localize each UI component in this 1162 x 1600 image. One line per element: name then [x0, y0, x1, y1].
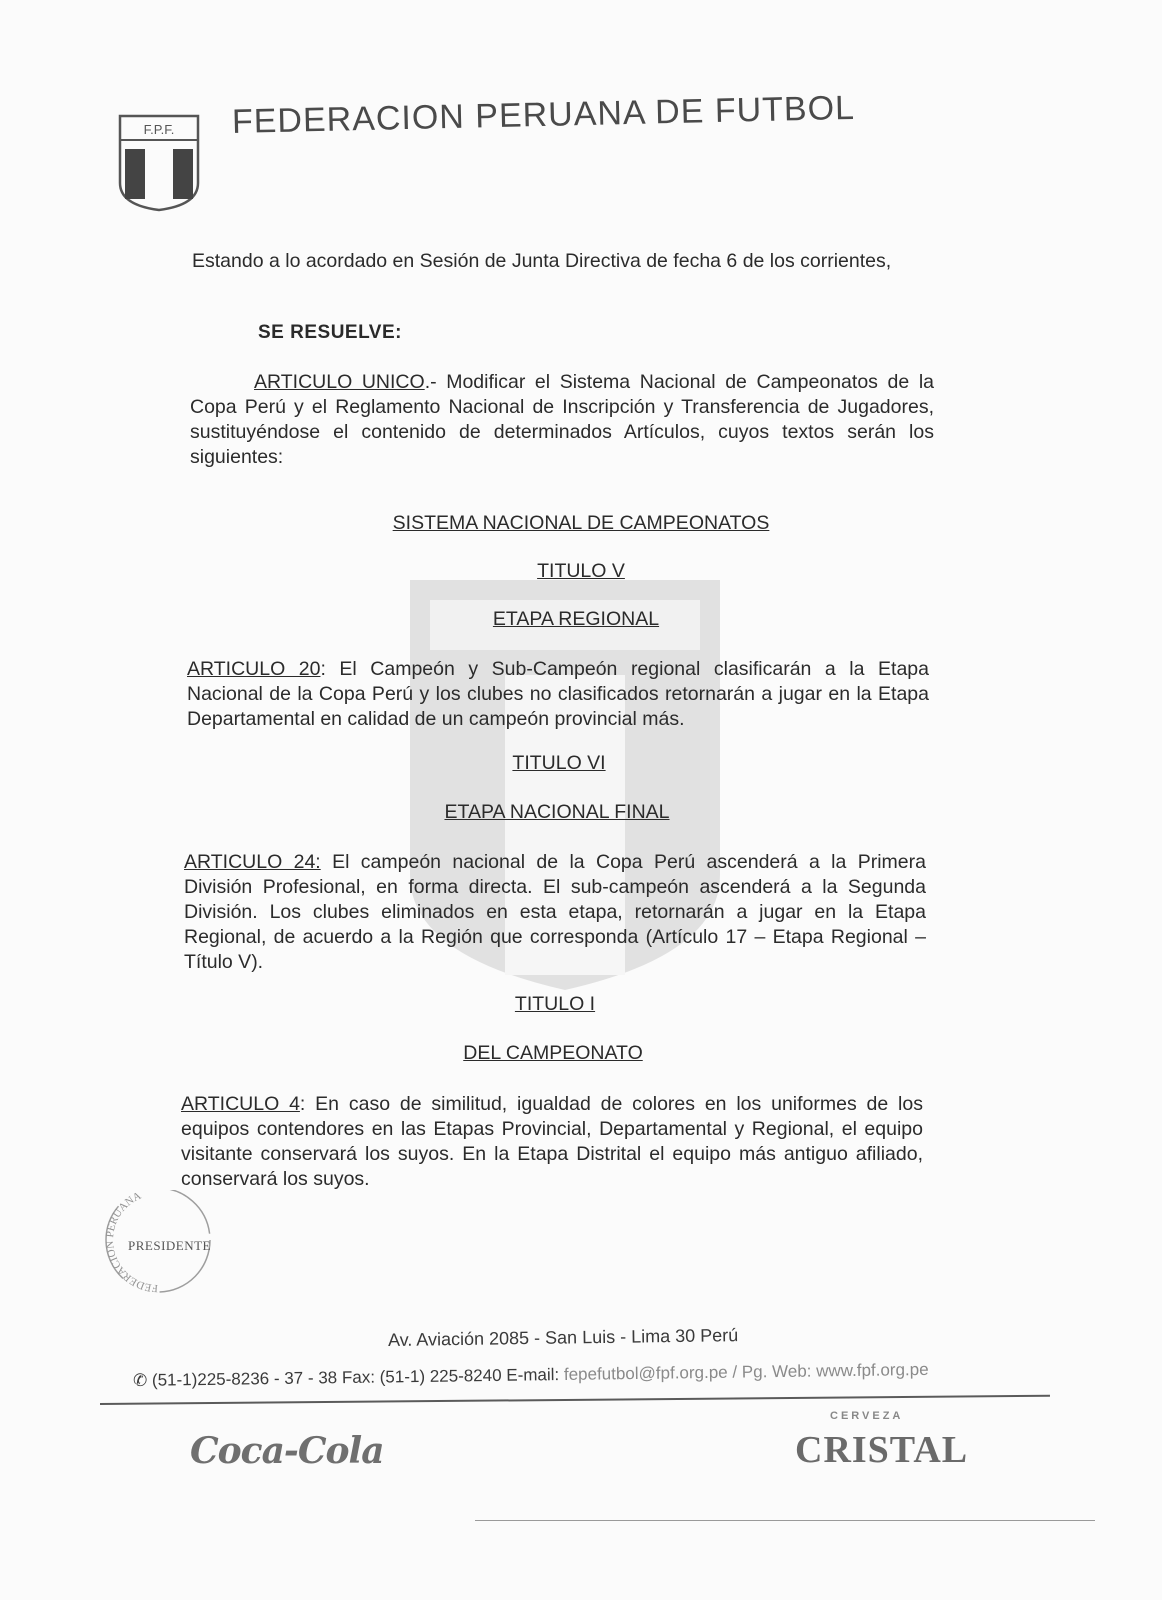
articulo-4-label: ARTICULO 4 [181, 1093, 300, 1115]
intro-paragraph: Estando a lo acordado en Sesión de Junta Directiva de fecha 6 de los corrientes, [192, 250, 892, 272]
articulo-unico-text: .- Modificar el Sistema Nacional de Campeonatos de la Copa Perú y el Reglamento Nacional de Inscripción y Transferencia de Jugadores, sustituyéndose el contenido de determinados Artículos, cuyos textos serán los siguientes: [190, 371, 934, 468]
coca-cola-logo: Coca-Cola [190, 1430, 384, 1472]
del-campeonato-heading: DEL CAMPEONATO [463, 1042, 643, 1064]
titulo-i-heading: TITULO I [514, 993, 596, 1015]
stamp-ring-text: FEDERACION PERUANA [103, 1190, 159, 1295]
articulo-unico-paragraph [190, 370, 934, 470]
stamp-president-label: PRESIDENTE [128, 1238, 211, 1253]
articulo-20-paragraph [187, 657, 929, 732]
footer-contact [133, 1360, 929, 1391]
fpf-crest-logo [117, 113, 201, 213]
etapa-nacional-final-heading: ETAPA NACIONAL FINAL [444, 801, 670, 823]
crest-text: F.P.F. [143, 122, 175, 137]
articulo-24-paragraph [184, 850, 926, 975]
titulo-vi-heading: TITULO VI [512, 752, 606, 774]
section-title: SISTEMA NACIONAL DE CAMPEONATOS [392, 512, 770, 534]
articulo-24-label: ARTICULO 24: [184, 851, 321, 873]
resolve-heading: SE RESUELVE: [258, 322, 402, 343]
footer-email-web: fepefutbol@fpf.org.pe / Pg. Web: www.fpf.org.pe [563, 1359, 929, 1384]
federation-title: FEDERACION PERUANA DE FUTBOL [231, 88, 856, 141]
bottom-rule [475, 1520, 1095, 1521]
articulo-unico-label: ARTICULO UNICO [254, 371, 425, 393]
cristal-logo: CRISTAL [795, 1429, 969, 1471]
footer-address: Av. Aviación 2085 - San Luis - Lima 30 Perú [387, 1325, 739, 1350]
articulo-20-label: ARTICULO 20 [187, 658, 321, 680]
phone-icon: ✆ [132, 1370, 148, 1390]
articulo-20-text: : El Campeón y Sub-Campeón regional clasificarán a la Etapa Nacional de la Copa Perú y los clubes no clasificados retornarán a jugar en la Etapa Departamental en calidad de un campeón provincial más. [187, 658, 929, 730]
titulo-v-heading: TITULO V [537, 560, 625, 582]
footer-divider [100, 1395, 1050, 1405]
articulo-4-paragraph [181, 1092, 923, 1192]
etapa-regional-heading: ETAPA REGIONAL [492, 608, 660, 630]
articulo-24-text: El campeón nacional de la Copa Perú ascenderá a la Primera División Profesional, en forma directa. El sub-campeón ascenderá a la Segunda División. Los clubes eliminados en esta etapa, retornarán a jugar en la Etapa Regional, de acuerdo a la Región que corresponda (Artículo 17 – Etapa Regional – Título V). [184, 851, 926, 973]
cerveza-label: CERVEZA [830, 1410, 904, 1422]
footer-phone: (51-1)225-8236 - 37 - 38 Fax: (51-1) 225-8240 E-mail: [151, 1364, 565, 1390]
articulo-4-text: : En caso de similitud, igualdad de colores en los uniformes de los equipos contendores en las Etapas Provincial, Departamental y Regional, el equipo visitante conservará los suyos. En la Etapa Distrital el equipo más antiguo afiliado, conservará los suyos. [181, 1093, 923, 1190]
